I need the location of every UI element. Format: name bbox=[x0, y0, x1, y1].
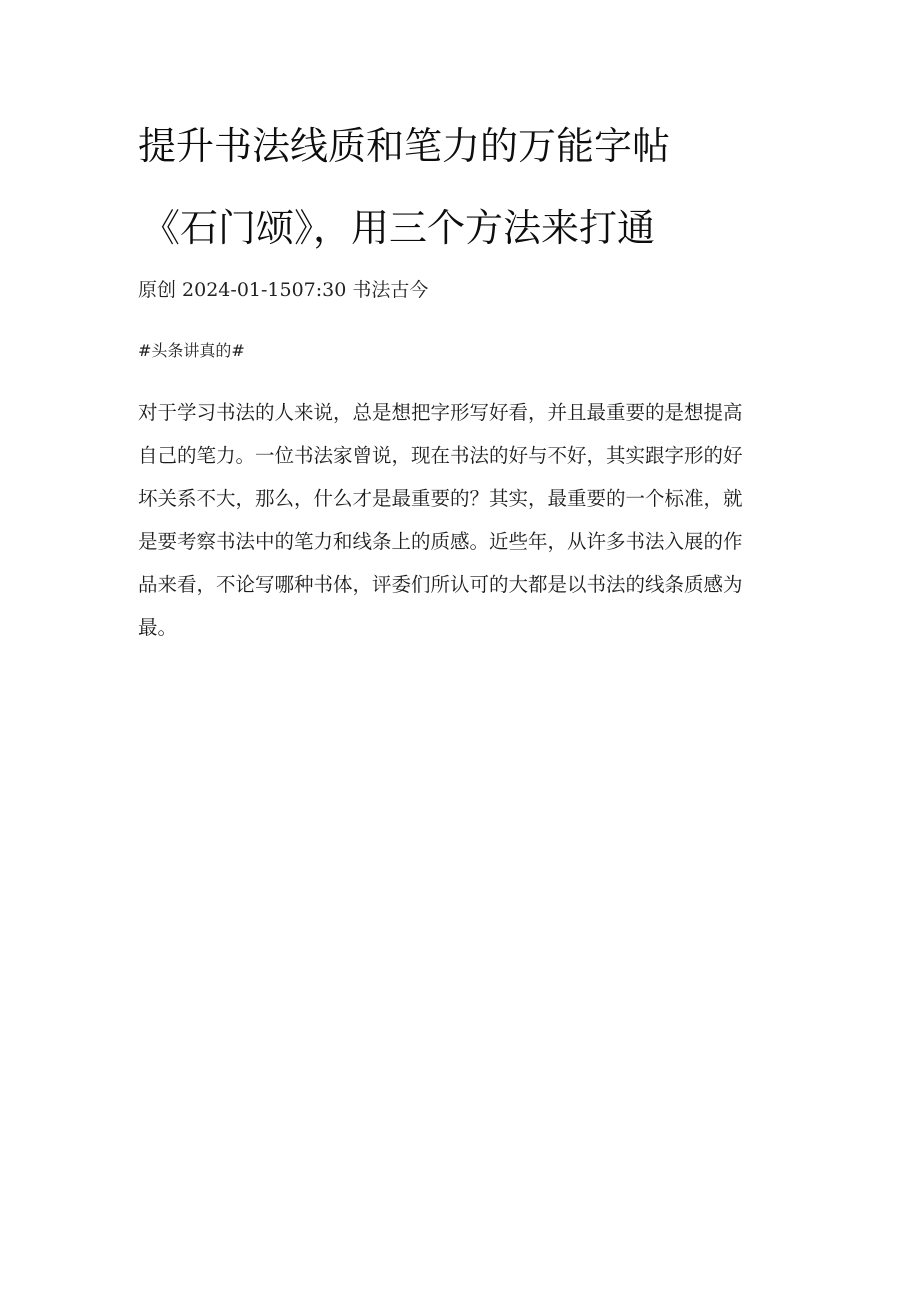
article-title-line-2: 《石门颂》，用三个方法来打通 bbox=[142, 206, 656, 250]
body-line: 最。 bbox=[138, 616, 178, 639]
article-meta: 原创 2024-01-1507:30 书法古今 bbox=[138, 279, 429, 301]
body-line: 坏关系不大，那么，什么才是最重要的？其实，最重要的一个标准，就 bbox=[138, 487, 743, 510]
body-line: 自己的笔力。一位书法家曾说，现在书法的好与不好，其实跟字形的好 bbox=[138, 444, 743, 467]
body-line: 品来看，不论写哪种书体，评委们所认可的大都是以书法的线条质感为 bbox=[138, 573, 743, 596]
article-title-line-1: 提升书法线质和笔力的万能字帖 bbox=[138, 124, 671, 168]
article-hashtag: #头条讲真的# bbox=[138, 341, 245, 360]
body-line: 对于学习书法的人来说，总是想把字形写好看，并且最重要的是想提高 bbox=[138, 401, 743, 424]
body-line: 是要考察书法中的笔力和线条上的质感。近些年，从许多书法入展的作 bbox=[138, 530, 743, 553]
